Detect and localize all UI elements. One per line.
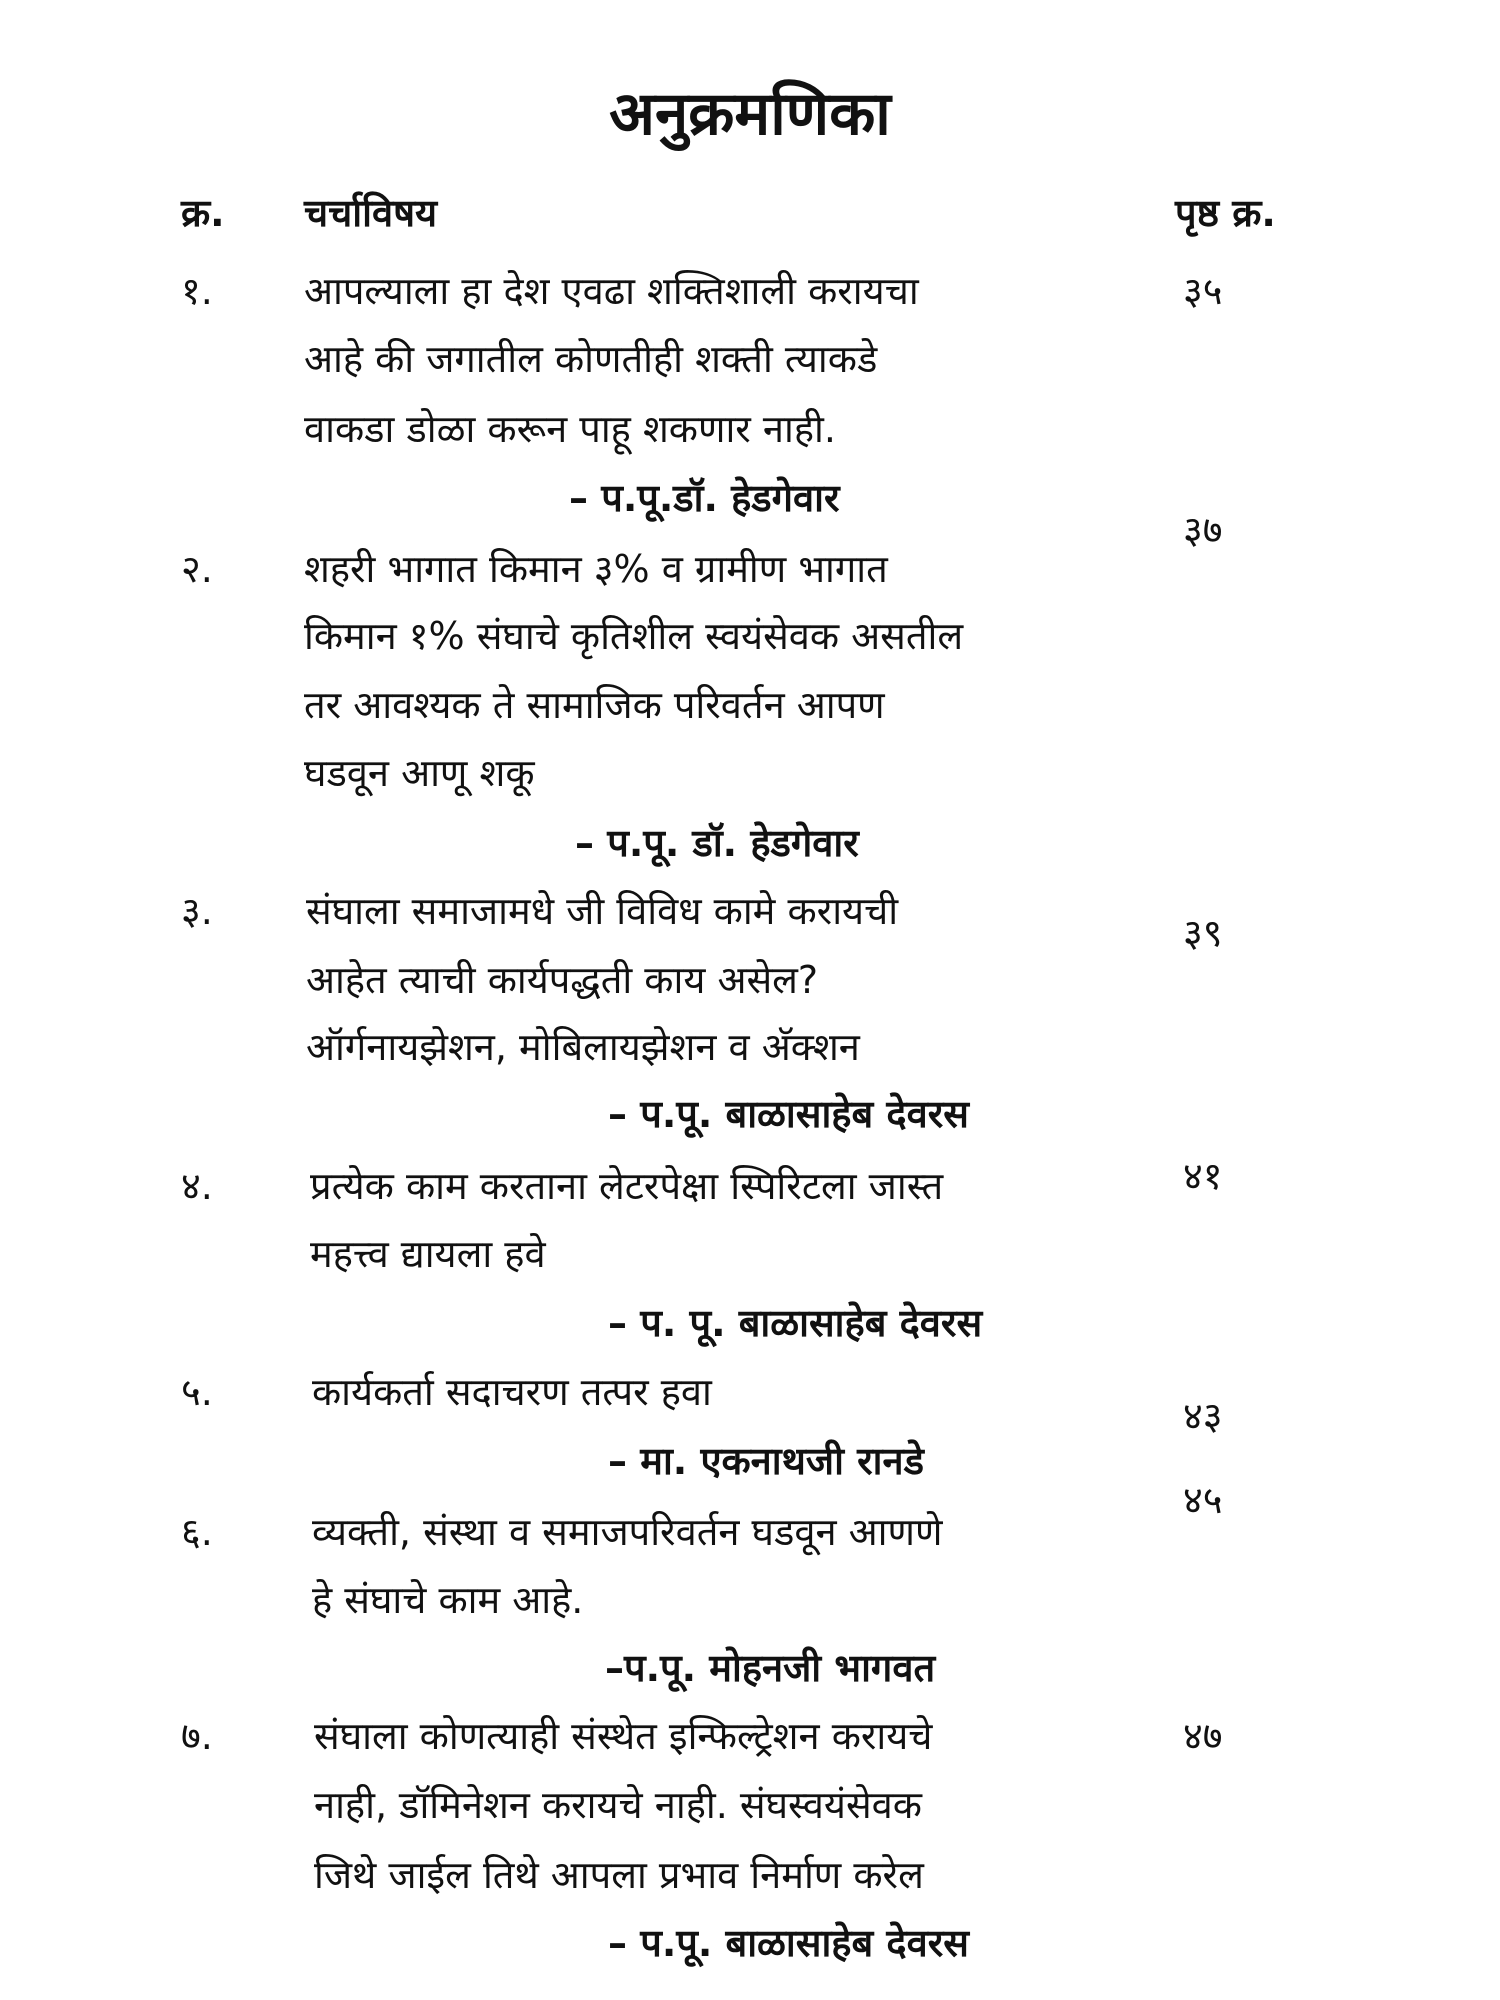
entry-line: जिथे जाईल तिथे आपला प्रभाव निर्माण करेल: [314, 1853, 924, 1897]
entry-serial: ५.: [181, 1370, 213, 1414]
entry-line: संघाला समाजामधे जी विविध कामे करायची: [306, 889, 899, 933]
entry-author: – प.पू.डॉ. हेडगेवार: [569, 476, 840, 520]
entry-line: प्रत्येक काम करताना लेटरपेक्षा स्पिरिटला जास्त: [310, 1164, 944, 1208]
entry-line: आहे की जगातील कोणतीही शक्ती त्याकडे: [304, 337, 878, 381]
entry-line: आहेत त्याची कार्यपद्धती काय असेल?: [306, 958, 819, 1002]
entry-author: – प.पू. बाळासाहेब देवरस: [608, 1092, 969, 1136]
entry-line: व्यक्ती, संस्था व समाजपरिवर्तन घडवून आणणे: [312, 1510, 943, 1554]
entry-line: महत्त्व द्यायला हवे: [310, 1232, 546, 1276]
entry-author: – प.पू. बाळासाहेब देवरस: [608, 1921, 969, 1965]
header-serial: क्र.: [181, 191, 225, 235]
entry-serial: ७.: [181, 1714, 213, 1758]
entry-line: नाही, डॉमिनेशन करायचे नाही. संघस्वयंसेवक: [314, 1783, 922, 1827]
entry-line: कार्यकर्ता सदाचरण तत्पर हवा: [312, 1370, 712, 1414]
entry-author: – प. पू. बाळासाहेब देवरस: [608, 1301, 983, 1345]
entry-line: घडवून आणू शकू: [304, 751, 535, 795]
entry-page-number: ३५: [1183, 269, 1223, 313]
entry-line: वाकडा डोळा करून पाहू शकणार नाही.: [304, 407, 836, 451]
page-title: अनुक्रमणिका: [609, 79, 891, 149]
entry-page-number: ४३: [1183, 1394, 1223, 1438]
entry-page-number: ३७: [1183, 508, 1223, 552]
entry-line: तर आवश्यक ते सामाजिक परिवर्तन आपण: [304, 683, 885, 727]
entry-author: – प.पू. डॉ. हेडगेवार: [575, 821, 859, 865]
entry-page-number: ४७: [1183, 1714, 1223, 1758]
entry-line: ऑर्गनायझेशन, मोबिलायझेशन व अ‍ॅक्शन: [306, 1025, 860, 1069]
entry-serial: २.: [181, 547, 213, 591]
entry-serial: ६.: [181, 1510, 213, 1554]
header-topic: चर्चाविषय: [304, 191, 438, 235]
entry-author: – मा. एकनाथजी रानडे: [608, 1439, 924, 1483]
entry-serial: ३.: [181, 889, 213, 933]
header-page: पृष्ठ क्र.: [1175, 191, 1276, 235]
entry-page-number: ४५: [1183, 1478, 1223, 1522]
entry-serial: १.: [181, 269, 213, 313]
entry-line: संघाला कोणत्याही संस्थेत इन्फिल्ट्रेशन करायचे: [314, 1714, 933, 1758]
entry-line: आपल्याला हा देश एवढा शक्तिशाली करायचा: [304, 269, 919, 313]
entry-line: किमान १% संघाचे कृतिशील स्वयंसेवक असतील: [304, 614, 964, 658]
entry-serial: ४.: [181, 1164, 213, 1208]
entry-page-number: ३९: [1183, 911, 1223, 955]
entry-author: –प.पू. मोहनजी भागवत: [605, 1646, 936, 1690]
entry-page-number: ४१: [1183, 1154, 1223, 1198]
entry-line: हे संघाचे काम आहे.: [312, 1578, 584, 1622]
entry-line: शहरी भागात किमान ३% व ग्रामीण भागात: [304, 547, 888, 591]
